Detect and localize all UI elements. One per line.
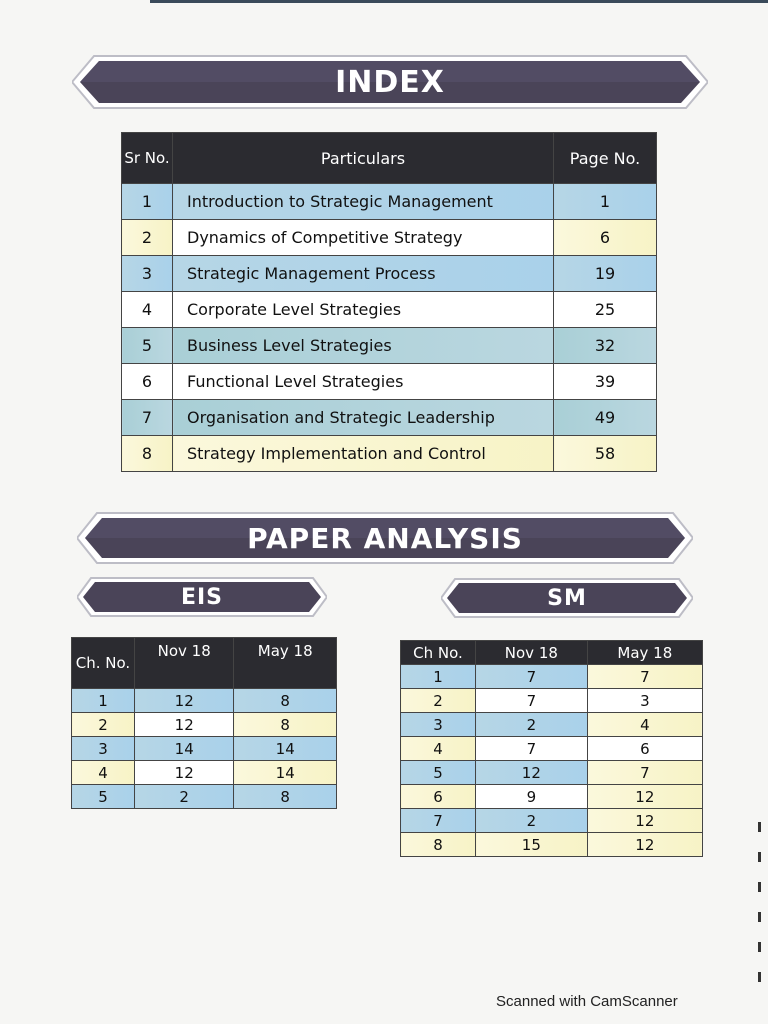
ch-cell: 4 — [72, 761, 135, 785]
ch-cell: 6 — [401, 785, 476, 809]
table-row — [401, 689, 703, 713]
sr-cell: 5 — [122, 328, 173, 364]
sm-table — [400, 640, 703, 857]
may-cell: 14 — [234, 761, 337, 785]
particulars-cell: Corporate Level Strategies — [173, 292, 554, 328]
may-cell: 3 — [587, 689, 702, 713]
ch-cell: 3 — [72, 737, 135, 761]
may-cell: 14 — [234, 737, 337, 761]
table-row — [122, 220, 657, 256]
particulars-cell: Introduction to Strategic Management — [173, 184, 554, 220]
table-row — [72, 761, 337, 785]
nov-cell: 12 — [135, 689, 234, 713]
eis-title: EIS — [180, 584, 224, 610]
may-cell: 12 — [587, 785, 702, 809]
paper-analysis-banner — [77, 511, 693, 565]
header-nov-18: Nov 18 — [476, 641, 588, 665]
table-row — [122, 184, 657, 220]
sr-cell: 3 — [122, 256, 173, 292]
paper-analysis-title: PAPER ANALYSIS — [247, 521, 523, 555]
binder-mark — [758, 972, 761, 982]
table-row — [122, 328, 657, 364]
table-row — [401, 665, 703, 689]
table-row — [122, 400, 657, 436]
may-cell: 8 — [234, 713, 337, 737]
nov-cell: 7 — [476, 689, 588, 713]
binder-mark — [758, 852, 761, 862]
table-row — [401, 713, 703, 737]
particulars-cell: Organisation and Strategic Leadership — [173, 400, 554, 436]
nov-cell: 7 — [476, 737, 588, 761]
nov-cell: 7 — [476, 665, 588, 689]
header-may-18: May 18 — [234, 638, 337, 689]
may-cell: 12 — [587, 833, 702, 857]
page-cell: 49 — [554, 400, 657, 436]
table-row — [72, 785, 337, 809]
page-cell: 6 — [554, 220, 657, 256]
may-cell: 8 — [234, 785, 337, 809]
ch-cell: 8 — [401, 833, 476, 857]
binder-mark — [758, 912, 761, 922]
binder-mark — [758, 822, 761, 832]
sr-cell: 7 — [122, 400, 173, 436]
may-cell: 7 — [587, 665, 702, 689]
particulars-cell: Functional Level Strategies — [173, 364, 554, 400]
sr-cell: 4 — [122, 292, 173, 328]
page-cell: 39 — [554, 364, 657, 400]
nov-cell: 14 — [135, 737, 234, 761]
nov-cell: 2 — [476, 809, 588, 833]
header-ch-no: Ch No. — [401, 641, 476, 665]
ch-cell: 7 — [401, 809, 476, 833]
sm-title: SM — [547, 585, 587, 611]
top-edge-line — [150, 0, 768, 3]
table-row — [72, 689, 337, 713]
binder-mark — [758, 942, 761, 952]
nov-cell: 9 — [476, 785, 588, 809]
index-header-row — [122, 133, 657, 184]
ch-cell: 4 — [401, 737, 476, 761]
eis-banner — [77, 577, 327, 617]
header-nov-18: Nov 18 — [135, 638, 234, 689]
nov-cell: 12 — [476, 761, 588, 785]
table-row — [401, 761, 703, 785]
ch-cell: 5 — [72, 785, 135, 809]
particulars-cell: Business Level Strategies — [173, 328, 554, 364]
eis-table — [71, 637, 337, 809]
table-row — [122, 364, 657, 400]
may-cell: 8 — [234, 689, 337, 713]
sr-cell: 2 — [122, 220, 173, 256]
eis-header-row — [72, 638, 337, 689]
table-row — [401, 737, 703, 761]
scanner-watermark: Scanned with CamScanner — [496, 993, 678, 1010]
header-particulars: Particulars — [173, 133, 554, 184]
may-cell: 6 — [587, 737, 702, 761]
table-row — [72, 713, 337, 737]
sr-cell: 8 — [122, 436, 173, 472]
table-row — [72, 737, 337, 761]
ch-cell: 2 — [72, 713, 135, 737]
table-row — [122, 436, 657, 472]
table-row — [122, 256, 657, 292]
ch-cell: 5 — [401, 761, 476, 785]
header-ch-no: Ch. No. — [72, 638, 135, 689]
page-cell: 25 — [554, 292, 657, 328]
may-cell: 7 — [587, 761, 702, 785]
binder-mark — [758, 882, 761, 892]
page-cell: 1 — [554, 184, 657, 220]
table-row — [122, 292, 657, 328]
ch-cell: 1 — [401, 665, 476, 689]
sr-cell: 1 — [122, 184, 173, 220]
table-row — [401, 809, 703, 833]
ch-cell: 2 — [401, 689, 476, 713]
header-page: Page No. — [554, 133, 657, 184]
index-title: INDEX — [335, 64, 445, 100]
sm-banner — [441, 578, 693, 618]
header-may-18: May 18 — [587, 641, 702, 665]
nov-cell: 2 — [476, 713, 588, 737]
table-row — [401, 785, 703, 809]
sr-cell: 6 — [122, 364, 173, 400]
index-banner — [72, 54, 708, 110]
particulars-cell: Strategy Implementation and Control — [173, 436, 554, 472]
table-row — [401, 833, 703, 857]
page-cell: 32 — [554, 328, 657, 364]
index-table — [121, 132, 657, 472]
header-sr: Sr No. — [122, 133, 173, 184]
nov-cell: 15 — [476, 833, 588, 857]
page-cell: 58 — [554, 436, 657, 472]
page-cell: 19 — [554, 256, 657, 292]
nov-cell: 2 — [135, 785, 234, 809]
nov-cell: 12 — [135, 713, 234, 737]
nov-cell: 12 — [135, 761, 234, 785]
may-cell: 4 — [587, 713, 702, 737]
ch-cell: 3 — [401, 713, 476, 737]
particulars-cell: Dynamics of Competitive Strategy — [173, 220, 554, 256]
particulars-cell: Strategic Management Process — [173, 256, 554, 292]
ch-cell: 1 — [72, 689, 135, 713]
may-cell: 12 — [587, 809, 702, 833]
sm-header-row — [401, 641, 703, 665]
